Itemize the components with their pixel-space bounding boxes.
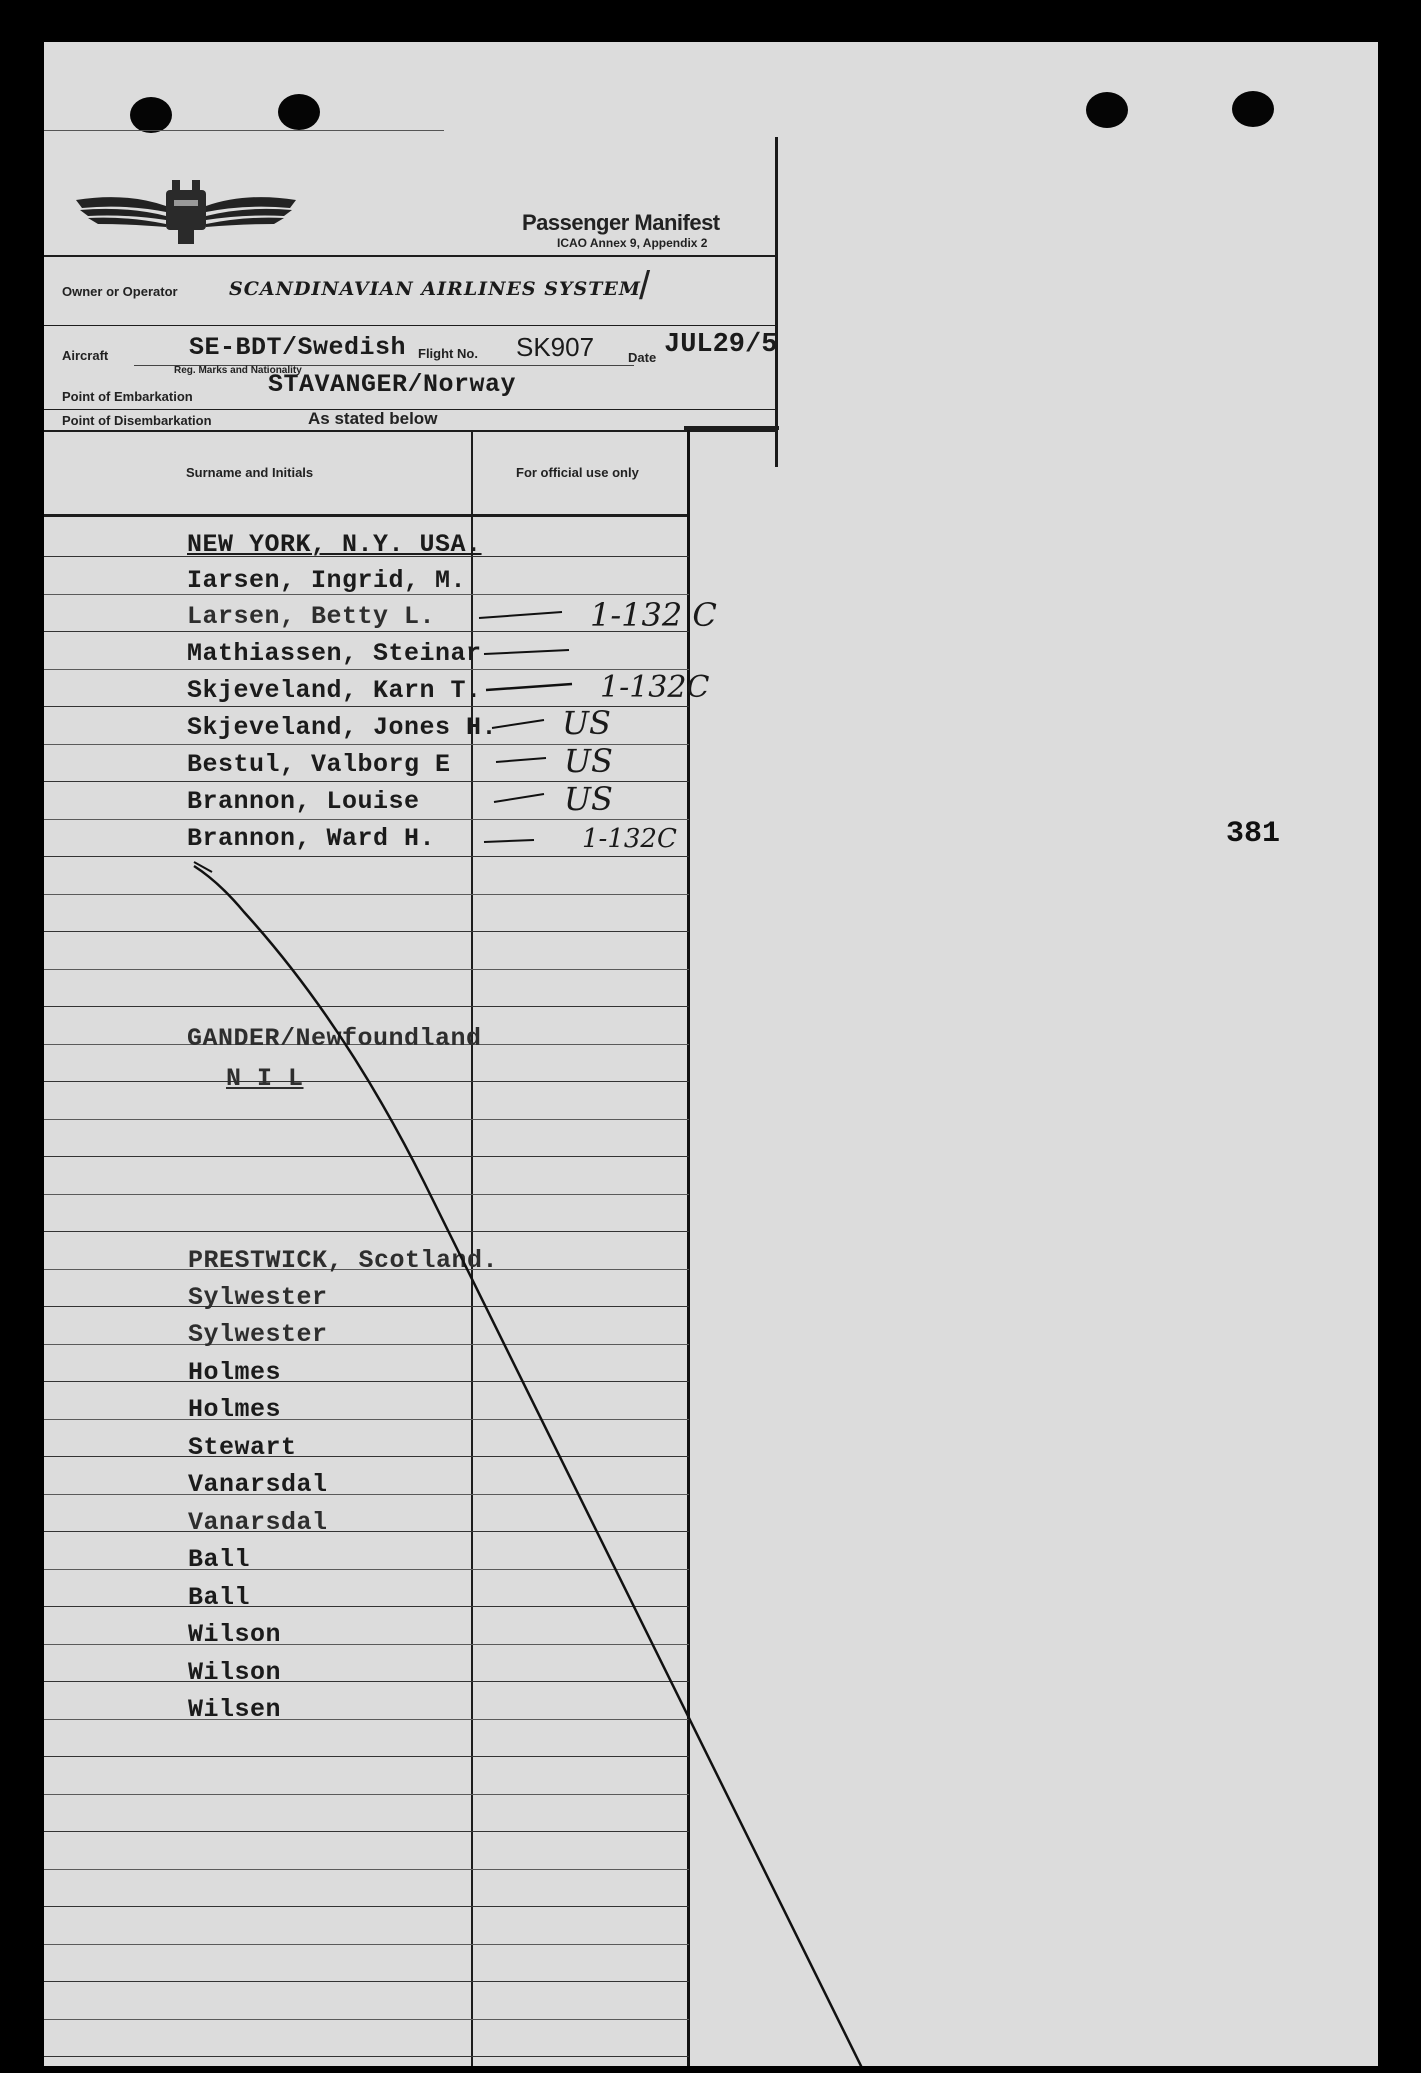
section-heading-prestwick: PRESTWICK, Scotland. — [188, 1246, 499, 1275]
col-official-header: For official use only — [516, 465, 639, 480]
aircraft-label: Aircraft — [62, 348, 109, 363]
passenger-name: Sylwester — [188, 1283, 328, 1312]
section-heading-gander: GANDER/Newfoundland — [187, 1024, 482, 1053]
col-name-header: Surname and Initials — [186, 465, 314, 480]
passenger-name: Skjeveland, Karn T. — [187, 676, 482, 705]
handwritten-note: US — [564, 742, 613, 780]
aircraft-value: SE-BDT/Swedish — [189, 333, 407, 362]
passenger-name: Ball — [188, 1545, 251, 1574]
passenger-name: Wilsen — [188, 1695, 282, 1724]
passenger-name: Vanarsdal — [188, 1470, 328, 1499]
passenger-name: Iarsen, Ingrid, M. — [187, 566, 467, 595]
passenger-name: Ball — [188, 1583, 251, 1612]
handwritten-note: US — [562, 704, 611, 742]
flight-value: SK907 — [516, 332, 595, 362]
disembarkation-value: As stated below — [308, 409, 438, 428]
passenger-name: Wilson — [188, 1620, 282, 1649]
passenger-name: Brannon, Louise — [187, 787, 420, 816]
passenger-name: Sylwester — [188, 1320, 328, 1349]
flight-label: Flight No. — [418, 346, 478, 361]
passenger-name: Holmes — [188, 1395, 282, 1424]
page-number: 381 — [1226, 817, 1281, 851]
form-subtitle: ICAO Annex 9, Appendix 2 — [557, 236, 708, 250]
passenger-name: Brannon, Ward H. — [187, 824, 436, 853]
embarkation-value: STAVANGER/Norway — [268, 370, 517, 399]
manifest-sheet — [44, 42, 1378, 2066]
date-value: JUL29/5 — [664, 330, 778, 360]
passenger-name: Bestul, Valborg E — [187, 750, 451, 779]
owner-value: SCANDINAVIAN AIRLINES SYSTEM — [229, 278, 641, 300]
owner-mark: / — [639, 264, 651, 308]
date-label: Date — [628, 350, 657, 365]
form-title: Passenger Manifest — [522, 210, 720, 235]
handwritten-note: 1-132 C — [590, 596, 717, 634]
passenger-name: Larsen, Betty L. — [187, 602, 436, 631]
reg-marks-label: Reg. Marks and Nationality — [174, 365, 302, 376]
passenger-name: Stewart — [188, 1433, 297, 1462]
passenger-name: Mathiassen, Steinar — [187, 639, 482, 668]
passenger-name: Holmes — [188, 1358, 282, 1387]
disembarkation-label: Point of Disembarkation — [62, 413, 212, 428]
embarkation-label: Point of Embarkation — [62, 389, 193, 404]
passenger-name: Vanarsdal — [188, 1508, 328, 1537]
handwritten-note: US — [564, 780, 613, 818]
diagonal-pen-stroke — [44, 42, 1378, 2066]
section-heading-newyork: NEW YORK, N.Y. USA. — [187, 530, 482, 559]
passenger-name: Skjeveland, Jones H. — [187, 713, 498, 742]
handwritten-note: 1-132C — [600, 670, 710, 705]
owner-label: Owner or Operator — [62, 284, 178, 299]
gander-nil: N I L — [226, 1064, 304, 1093]
handwritten-note: 1-132C — [582, 824, 677, 854]
passenger-name: Wilson — [188, 1658, 282, 1687]
